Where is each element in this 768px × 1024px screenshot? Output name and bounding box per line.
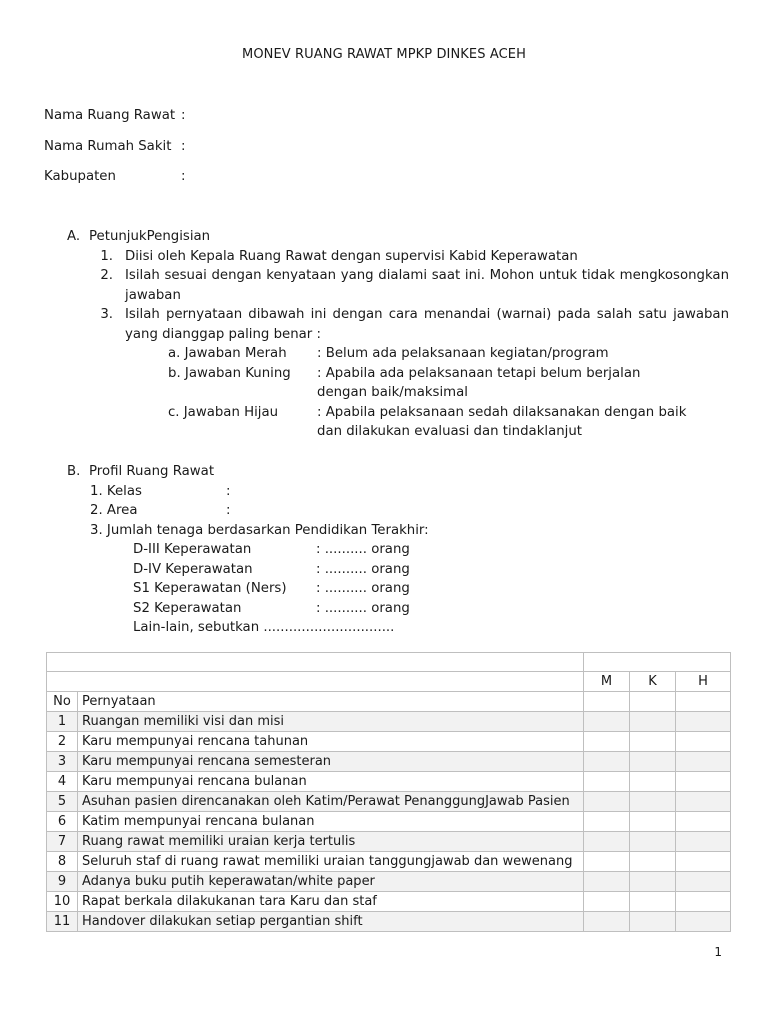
- row-statement: Adanya buku putih keperawatan/white paper: [78, 872, 584, 892]
- section-profil: [67, 462, 729, 638]
- score-cell-h[interactable]: [676, 812, 731, 832]
- staff-row: [133, 579, 729, 599]
- staff-value: : .......... orang: [316, 581, 410, 596]
- staff-label: D-IV Keperawatan: [133, 561, 253, 577]
- row-number: 8: [47, 852, 78, 872]
- score-cell-m[interactable]: [584, 852, 630, 872]
- field-colon: :: [181, 169, 186, 184]
- monev-table: [46, 652, 731, 932]
- row-statement: Ruang rawat memiliki uraian kerja tertulis: [78, 832, 584, 852]
- score-cell-h[interactable]: [676, 772, 731, 792]
- header-blank: [47, 672, 584, 692]
- table-row: [47, 792, 731, 812]
- field-colon: :: [181, 139, 186, 154]
- answer-yellow: [168, 364, 729, 403]
- kelas-label: 1. Kelas: [90, 483, 142, 499]
- col-h-header: H: [676, 672, 731, 692]
- table-header-scores: [47, 672, 731, 692]
- staff-value: : .......... orang: [316, 561, 410, 577]
- section-petunjuk: [67, 227, 729, 442]
- score-cell-k[interactable]: [630, 872, 676, 892]
- table-row: [47, 872, 731, 892]
- answer-legend: [168, 344, 729, 442]
- field-label: Nama Ruang Rawat: [44, 108, 176, 123]
- staff-label: D-III Keperawatan: [133, 542, 252, 557]
- col-m-header: M: [584, 672, 630, 692]
- score-cell-k[interactable]: [630, 832, 676, 852]
- score-cell-h[interactable]: [676, 852, 731, 872]
- row-statement: Handover dilakukan setiap pergantian shift: [78, 912, 584, 932]
- score-cell-m[interactable]: [584, 792, 630, 812]
- row-statement: Karu mempunyai rencana tahunan: [78, 732, 584, 752]
- score-cell-k[interactable]: [630, 732, 676, 752]
- row-number: 2: [47, 732, 78, 752]
- table-row: [47, 752, 731, 772]
- row-statement: Asuhan pasien direncanakan oleh Katim/Perawat PenanggungJawab Pasien: [78, 792, 584, 812]
- instruction-item: [67, 305, 729, 344]
- table-row: [47, 852, 731, 872]
- score-cell-h[interactable]: [676, 732, 731, 752]
- instruction-item: [67, 247, 729, 267]
- table-row: [47, 712, 731, 732]
- row-number: 5: [47, 792, 78, 812]
- score-cell-m[interactable]: [584, 892, 630, 912]
- section-title: PetunjukPengisian: [89, 229, 211, 244]
- score-cell-h[interactable]: [676, 792, 731, 812]
- score-cell-h[interactable]: [676, 912, 731, 932]
- field-nama-rumah-sakit: [44, 138, 185, 156]
- field-colon: :: [181, 108, 186, 123]
- area-label: 2. Area: [90, 503, 138, 518]
- row-number: 10: [47, 892, 78, 912]
- staff-value: : .......... orang: [316, 542, 410, 557]
- staff-row: [133, 599, 729, 619]
- score-cell-k[interactable]: [630, 912, 676, 932]
- kelas-colon: :: [226, 483, 231, 499]
- section-heading: [67, 462, 729, 482]
- table-row: [47, 812, 731, 832]
- score-cell-h[interactable]: [676, 712, 731, 732]
- score-cell-k[interactable]: [630, 852, 676, 872]
- score-cell-h[interactable]: [676, 832, 731, 852]
- section-letter: B.: [67, 464, 81, 479]
- section-title: Profil Ruang Rawat: [89, 464, 215, 479]
- staff-other: Lain-lain, sebutkan ...............................: [133, 620, 395, 635]
- answer-key: a. Jawaban Merah: [168, 346, 287, 361]
- item-number: 2.: [100, 268, 113, 283]
- field-nama-ruang-rawat: [44, 107, 185, 125]
- score-cell-m[interactable]: [584, 752, 630, 772]
- answer-desc: : Belum ada pelaksanaan kegiatan/program: [317, 346, 609, 361]
- item-text: Isilah pernyataan dibawah ini dengan cara menandai (warnai) pada salah satu jawaban yang dianggap paling benar :: [125, 307, 729, 342]
- score-cell-m[interactable]: [584, 712, 630, 732]
- table-header-columns: [47, 692, 731, 712]
- row-statement: Ruangan memiliki visi dan misi: [78, 712, 584, 732]
- field-label: Kabupaten: [44, 169, 116, 184]
- staff-label: S2 Keperawatan: [133, 600, 242, 616]
- score-cell-k[interactable]: [630, 752, 676, 772]
- score-cell-k[interactable]: [630, 772, 676, 792]
- section-letter: A.: [67, 229, 81, 244]
- col-statement-header: Pernyataan: [78, 692, 584, 712]
- table-row: [47, 772, 731, 792]
- row-number: 6: [47, 812, 78, 832]
- answer-key: b. Jawaban Kuning: [168, 365, 291, 381]
- page-number: 1: [714, 945, 722, 959]
- profile-kelas: [90, 482, 729, 502]
- col-k-header: K: [630, 672, 676, 692]
- row-number: 9: [47, 872, 78, 892]
- score-cell-m[interactable]: [584, 832, 630, 852]
- section-heading: [67, 227, 729, 247]
- score-cell-k[interactable]: [630, 692, 676, 712]
- instruction-item: [67, 266, 729, 305]
- answer-desc: : Apabila pelaksanaan sedah dilaksanakan dengan baik dan dilakukan evaluasi dan tindaklanjut: [317, 404, 687, 439]
- table-row: [47, 892, 731, 912]
- score-cell-h[interactable]: [676, 692, 731, 712]
- row-number: 4: [47, 772, 78, 792]
- score-cell-m[interactable]: [584, 692, 630, 712]
- item-text: Isilah sesuai dengan kenyataan yang dialami saat ini. Mohon untuk tidak mengkosongkan jawaban: [125, 268, 729, 303]
- staff-list: [133, 540, 729, 638]
- answer-key: c. Jawaban Hijau: [168, 404, 279, 420]
- score-cell-m[interactable]: [584, 872, 630, 892]
- score-cell-k[interactable]: [630, 792, 676, 812]
- score-cell-m[interactable]: [584, 812, 630, 832]
- row-number: 7: [47, 832, 78, 852]
- row-statement: Karu mempunyai rencana bulanan: [78, 772, 584, 792]
- row-statement: Karu mempunyai rencana semesteran: [78, 752, 584, 772]
- score-cell-k[interactable]: [630, 892, 676, 912]
- staff-value: : .......... orang: [316, 600, 410, 616]
- score-cell-h[interactable]: [676, 872, 731, 892]
- field-kabupaten: [44, 168, 185, 186]
- score-cell-h[interactable]: [676, 752, 731, 772]
- staff-row: [133, 540, 729, 560]
- document-title: MONEV RUANG RAWAT MPKP DINKES ACEH: [242, 47, 526, 62]
- row-number: 11: [47, 912, 78, 932]
- score-cell-h[interactable]: [676, 892, 731, 912]
- profile-jumlah: 3. Jumlah tenaga berdasarkan Pendidikan Terakhir:: [90, 522, 429, 538]
- row-statement: Rapat berkala dilakukanan tara Karu dan staf: [78, 892, 584, 912]
- row-number: 1: [47, 712, 78, 732]
- item-number: 3.: [100, 307, 113, 322]
- row-statement: Katim mempunyai rencana bulanan: [78, 812, 584, 832]
- table-header-top: [47, 653, 731, 672]
- answer-red: [168, 344, 729, 364]
- header-blank-score: [584, 653, 731, 672]
- score-cell-m[interactable]: [584, 772, 630, 792]
- score-cell-k[interactable]: [630, 812, 676, 832]
- area-colon: :: [226, 503, 231, 518]
- table-row: [47, 732, 731, 752]
- score-cell-k[interactable]: [630, 712, 676, 732]
- staff-row: [133, 560, 729, 580]
- instruction-list: [67, 247, 729, 345]
- answer-desc: : Apabila ada pelaksanaan tetapi belum berjalan dengan baik/maksimal: [317, 365, 641, 400]
- profile-area: [90, 501, 729, 521]
- table-row: [47, 832, 731, 852]
- score-cell-m[interactable]: [584, 912, 630, 932]
- score-cell-m[interactable]: [584, 732, 630, 752]
- item-text: Diisi oleh Kepala Ruang Rawat dengan supervisi Kabid Keperawatan: [125, 248, 578, 264]
- header-blank: [47, 653, 584, 672]
- row-number: 3: [47, 752, 78, 772]
- staff-label: S1 Keperawatan (Ners): [133, 581, 287, 596]
- answer-green: [168, 403, 729, 442]
- table-row: [47, 912, 731, 932]
- row-statement: Seluruh staf di ruang rawat memiliki uraian tanggungjawab dan wewenang: [78, 852, 584, 872]
- field-label: Nama Rumah Sakit: [44, 139, 172, 154]
- item-number: 1.: [100, 248, 113, 264]
- col-no-header: No: [47, 692, 78, 712]
